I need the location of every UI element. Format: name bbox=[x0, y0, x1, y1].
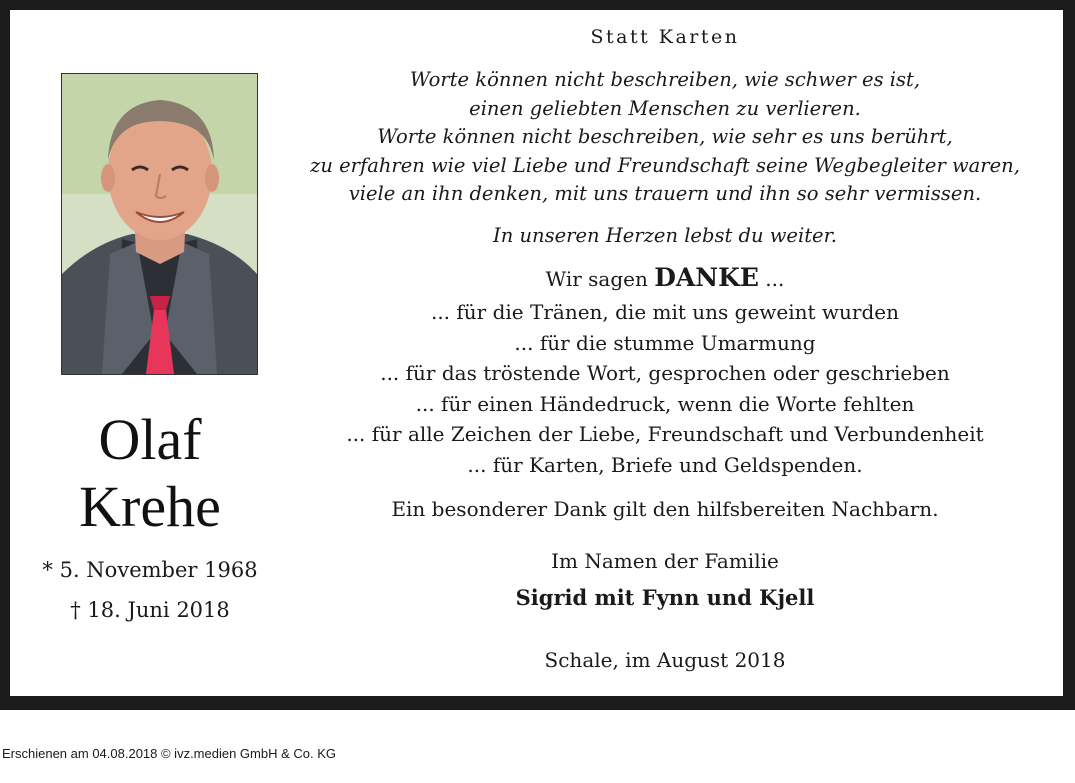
family-names: Sigrid mit Fynn und Kjell bbox=[515, 585, 815, 610]
thanks-item: ... für die stumme Umarmung bbox=[514, 330, 816, 355]
family-intro: Im Namen der Familie bbox=[551, 549, 779, 573]
thanks-item: ... für das tröstende Wort, gesprochen oder geschrieben bbox=[380, 361, 950, 386]
poem-line: Worte können nicht beschreiben, wie schwer es ist, bbox=[409, 68, 921, 91]
special-thanks: Ein besonderer Dank gilt den hilfsbereiten Nachbarn. bbox=[391, 497, 939, 521]
thanks-item: ... für Karten, Briefe und Geldspenden. bbox=[467, 452, 863, 477]
poem-line: einen geliebten Menschen zu verlieren. bbox=[469, 96, 861, 120]
portrait-illustration bbox=[62, 74, 257, 374]
death-date: † 18. Juni 2018 bbox=[70, 598, 230, 622]
thanks-item: ... für die Tränen, die mit uns geweint wurden bbox=[430, 300, 900, 324]
poem bbox=[290, 66, 1040, 209]
notice-heading: Statt Karten bbox=[590, 26, 740, 48]
thanks-item: ... für alle Zeichen der Liebe, Freundschaft und Verbundenheit bbox=[346, 422, 984, 447]
place-date: Schale, im August 2018 bbox=[544, 648, 786, 672]
thanks-suffix: ... bbox=[765, 267, 785, 291]
portrait-photo bbox=[61, 73, 258, 375]
first-name: Olaf bbox=[98, 407, 202, 472]
thanks-emphasis: DANKE bbox=[654, 263, 759, 292]
publication-footer: Erschienen am 04.08.2018 © ivz.medien GmbH & Co. KG bbox=[2, 746, 337, 761]
poem-line: Worte können nicht beschreiben, wie sehr es uns berührt, bbox=[377, 125, 953, 148]
poem-line: viele an ihn denken, mit uns trauern und ihn so sehr vermissen. bbox=[348, 182, 982, 205]
obituary-card bbox=[10, 10, 1063, 696]
thanks-heading bbox=[290, 263, 1040, 292]
motto: In unseren Herzen lebst du weiter. bbox=[493, 224, 837, 247]
poem-line: zu erfahren wie viel Liebe und Freundschaft seine Wegbegleiter waren, bbox=[310, 153, 1020, 177]
thanks-item: ... für einen Händedruck, wenn die Worte fehlten bbox=[415, 391, 915, 416]
thanks-list bbox=[290, 297, 1040, 481]
last-name: Krehe bbox=[79, 474, 221, 539]
thanks-prefix: Wir sagen bbox=[545, 267, 648, 291]
birth-date: * 5. November 1968 bbox=[42, 558, 258, 582]
